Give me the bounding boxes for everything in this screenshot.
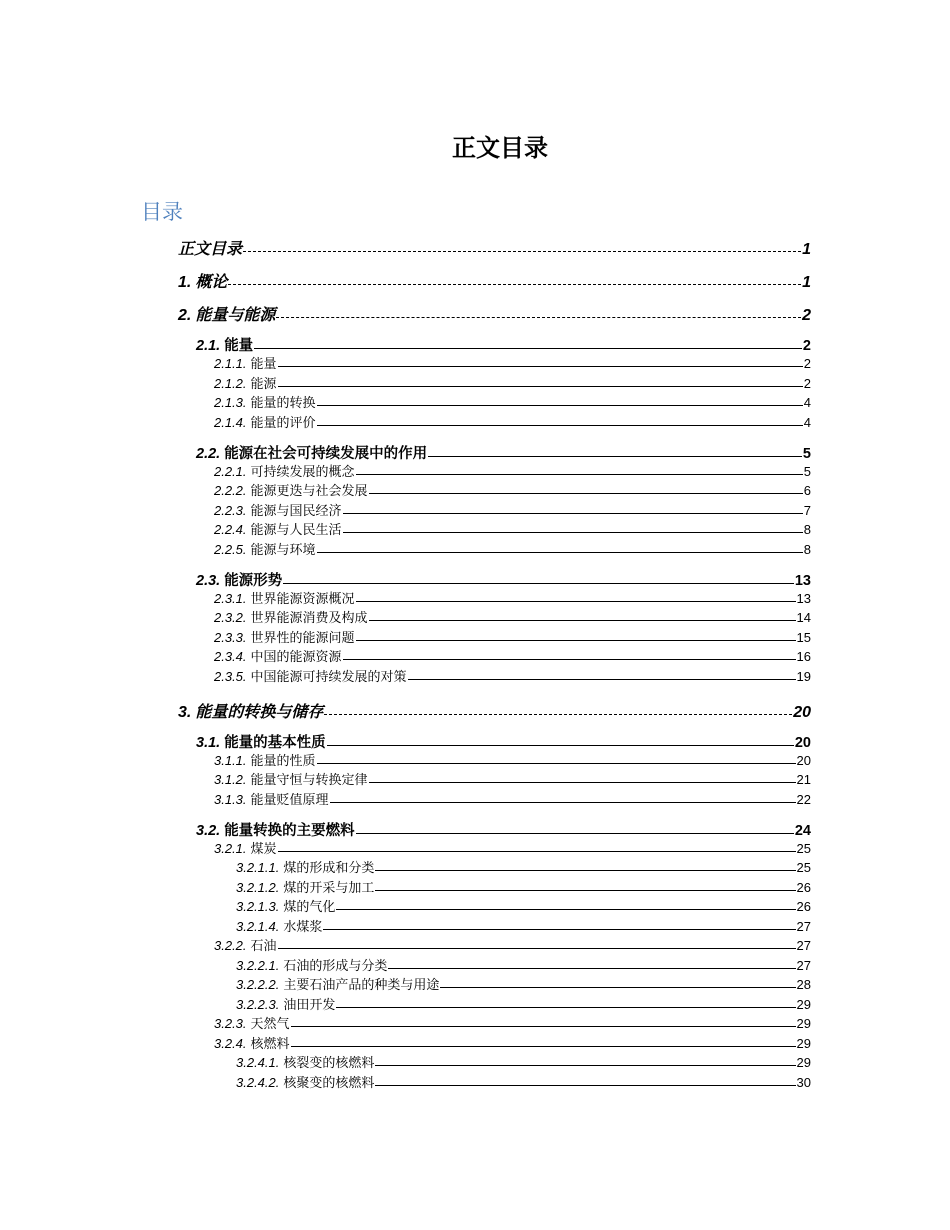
toc-entry[interactable]	[214, 838, 811, 857]
toc-entry[interactable]	[214, 461, 811, 480]
toc-leader-line	[283, 583, 794, 584]
toc-entry-number: 3.1.1.	[214, 752, 247, 768]
toc-entry-number: 2.3.	[196, 572, 221, 589]
toc-leader-line	[388, 968, 795, 969]
toc-entry-label: 能源在社会可持续发展中的作用	[224, 444, 428, 462]
toc-entry-page: 16	[796, 649, 811, 664]
toc-entry-label: 能量与能源	[195, 305, 276, 324]
toc-leader-line	[356, 833, 794, 834]
toc-entry-number: 2.2.5.	[214, 541, 247, 557]
toc-leader-line	[317, 405, 803, 406]
toc-entry[interactable]	[236, 974, 811, 993]
toc-entry-number: 2.2.3.	[214, 502, 247, 518]
toc-entry-page: 14	[796, 610, 811, 625]
toc-entry[interactable]	[214, 412, 811, 431]
toc-leader-line	[317, 425, 803, 426]
toc-leader-line	[375, 1085, 795, 1086]
toc-entry-label: 能源与国民经济	[250, 503, 342, 519]
toc-entry-page: 2	[803, 375, 811, 391]
toc-entry[interactable]	[196, 731, 811, 752]
toc-entry-page: 26	[796, 899, 811, 914]
toc-leader-line	[228, 284, 801, 285]
toc-entry-number: 3.2.4.	[214, 1035, 247, 1051]
toc-entry-label: 世界能源资源概况	[250, 591, 355, 607]
toc-entry-number: 3.2.2.1.	[236, 957, 280, 973]
toc-entry[interactable]	[214, 935, 811, 954]
toc-entry-page: 7	[803, 502, 811, 518]
toc-entry-label: 正文目录	[178, 239, 243, 258]
toc-entry[interactable]	[214, 373, 811, 392]
toc-entry-page: 20	[793, 703, 811, 721]
toc-entry-label: 石油的形成与分类	[283, 958, 388, 974]
toc-entry-number: 3.2.1.2.	[236, 879, 280, 895]
toc-entry-label: 能源形势	[224, 571, 283, 589]
toc-entry[interactable]	[196, 819, 811, 840]
toc-entry-page: 5	[803, 463, 811, 479]
toc-entry-page: 30	[796, 1074, 811, 1090]
toc-entry-label: 核聚变的核燃料	[283, 1075, 375, 1091]
toc-leader-line	[243, 251, 801, 252]
toc-leader-line	[375, 890, 795, 891]
toc-entry-label: 中国的能源资源	[250, 650, 342, 665]
toc-entry[interactable]	[196, 569, 811, 590]
toc-entry-label: 主要石油产品的种类与用途	[283, 978, 440, 993]
toc-entry-page: 22	[796, 791, 811, 807]
toc-entry-label: 煤的形成和分类	[283, 861, 375, 876]
toc-entry[interactable]	[214, 627, 811, 646]
toc-entry-number: 2.3.3.	[214, 629, 247, 645]
toc-entry[interactable]	[214, 1033, 811, 1052]
toc-entry-number: 3.2.1.	[214, 840, 247, 856]
toc-entry-label: 世界性的能源问题	[250, 630, 355, 646]
toc-entry-number: 2.2.2.	[214, 483, 247, 498]
toc-entry[interactable]	[214, 666, 811, 685]
toc-entry-page: 27	[796, 918, 811, 934]
toc-entry-number: 2.2.4.	[214, 522, 247, 537]
toc-entry-label: 煤的开采与加工	[283, 880, 375, 896]
toc-entry-label: 石油	[250, 939, 277, 954]
toc-leader-line	[369, 493, 803, 494]
toc-entry[interactable]	[214, 646, 811, 665]
toc-entry-page: 13	[794, 572, 811, 589]
toc-entry-label: 能源	[250, 376, 277, 392]
toc-entry[interactable]	[236, 896, 811, 915]
toc-entry-label: 油田开发	[283, 997, 336, 1013]
toc-leader-line	[336, 1007, 795, 1008]
toc-entry-number: 3.2.	[196, 822, 221, 839]
toc-entry-page: 29	[796, 996, 811, 1012]
toc-entry[interactable]	[214, 392, 811, 411]
toc-entry-number: 2.2.1.	[214, 463, 247, 479]
toc-entry-page: 29	[796, 1016, 811, 1031]
toc-leader-line	[336, 909, 795, 910]
toc-leader-line	[278, 851, 796, 852]
toc-entry-page: 1	[802, 274, 811, 291]
toc-entry-number: 3.2.1.4.	[236, 918, 280, 934]
toc-entry[interactable]	[178, 269, 811, 292]
toc-entry-page: 19	[796, 668, 811, 684]
toc-entry[interactable]	[214, 1013, 811, 1032]
toc-entry[interactable]	[236, 1052, 811, 1071]
toc-leader-line	[343, 659, 796, 660]
toc-entry-number: 3.2.2.2.	[236, 977, 280, 992]
toc-leader-line	[291, 1026, 796, 1027]
toc-entry-number: 2.2.	[196, 445, 221, 462]
toc-leader-line	[327, 745, 794, 746]
toc-entry-number: 2.3.4.	[214, 649, 247, 664]
toc-leader-line	[276, 317, 801, 318]
toc-entry[interactable]	[178, 699, 811, 722]
toc-leader-line	[428, 456, 802, 457]
toc-entry-number: 3.1.2.	[214, 772, 247, 787]
toc-entry[interactable]	[236, 955, 811, 974]
toc-entry-label: 能量	[224, 337, 254, 354]
toc-entry-page: 5	[802, 445, 811, 462]
toc-leader-line	[375, 1065, 795, 1066]
toc-entry[interactable]	[236, 916, 811, 935]
toc-entry-number: 2.1.	[196, 338, 221, 354]
toc-leader-line	[343, 532, 803, 533]
toc-entry[interactable]	[236, 877, 811, 896]
toc-entry-number: 1.	[178, 274, 192, 291]
toc-entry-label: 能源更迭与社会发展	[250, 484, 368, 499]
toc-entry[interactable]	[214, 539, 811, 558]
toc-entry-page: 25	[796, 860, 811, 875]
toc-entry-page: 20	[796, 752, 811, 768]
toc-entry[interactable]	[236, 994, 811, 1013]
toc-entry-number: 3.2.1.3.	[236, 899, 280, 914]
toc-entry-page: 6	[803, 483, 811, 498]
toc-entry-page: 20	[794, 734, 811, 751]
toc-entry-page: 21	[796, 772, 811, 787]
toc-entry-label: 能量的转换	[250, 396, 316, 411]
toc-entry[interactable]	[214, 480, 811, 499]
toc-entry-page: 27	[796, 957, 811, 973]
toc-entry-page: 2	[802, 338, 811, 354]
toc-entry-number: 2.1.4.	[214, 414, 247, 430]
toc-entry-label: 天然气	[250, 1017, 290, 1032]
toc-entry-number: 2.1.3.	[214, 395, 247, 410]
toc-entry-page: 27	[796, 938, 811, 953]
toc-entry-label: 核裂变的核燃料	[283, 1056, 375, 1071]
toc-entry-label: 中国能源可持续发展的对策	[250, 669, 407, 685]
toc-leader-line	[408, 679, 796, 680]
toc-entry-number: 3.2.2.3.	[236, 996, 280, 1012]
toc-leader-line	[356, 640, 796, 641]
toc-entry-number: 2.3.1.	[214, 590, 247, 606]
toc-entry-number: 3.2.3.	[214, 1016, 247, 1031]
toc-leader-line	[356, 601, 796, 602]
toc-entry-label: 能源与环境	[250, 542, 316, 558]
toc-entry-number: 2.	[178, 307, 192, 324]
toc-entry-number: 3.2.1.1.	[236, 860, 280, 875]
toc-entry-label: 概论	[195, 272, 228, 291]
toc-entry-number: 3.1.3.	[214, 791, 247, 807]
toc-entry-page: 4	[803, 414, 811, 430]
toc-entry-label: 核燃料	[250, 1036, 290, 1052]
toc-entry-label: 能量的性质	[250, 753, 316, 769]
toc-leader-line	[317, 552, 803, 553]
toc-entry[interactable]	[196, 442, 811, 463]
toc-leader-line	[278, 366, 803, 367]
toc-entry-label: 能量的基本性质	[224, 733, 326, 751]
toc-entry-number: 2.3.5.	[214, 668, 247, 684]
toc-entry-page: 24	[794, 822, 811, 839]
toc-entry[interactable]	[178, 302, 811, 325]
toc-entry-label: 能量贬值原理	[250, 792, 329, 808]
toc-entry[interactable]	[214, 607, 811, 626]
toc-entry-number: 2.1.1.	[214, 356, 247, 371]
toc-entry-page: 2	[802, 307, 811, 324]
toc-entry-page: 13	[796, 590, 811, 606]
toc-entry-page: 25	[796, 840, 811, 856]
toc-entry-page: 15	[796, 629, 811, 645]
toc-leader-line	[317, 763, 796, 764]
toc-leader-line	[330, 802, 796, 803]
toc-leader-line	[291, 1046, 796, 1047]
toc-entry-label: 煤的气化	[283, 900, 336, 915]
toc-entry-label: 能量的评价	[250, 415, 316, 431]
document-title: 正文目录	[452, 133, 548, 162]
toc-entry[interactable]	[178, 236, 811, 259]
toc-entry-page: 2	[803, 356, 811, 371]
toc-entry-label: 水煤浆	[283, 919, 323, 935]
toc-leader-line	[369, 620, 796, 621]
toc-entry-number: 3.1.	[196, 734, 221, 751]
toc-leader-line	[278, 386, 803, 387]
toc-leader-line	[356, 474, 803, 475]
toc-entry-label: 能源与人民生活	[250, 523, 342, 538]
toc-leader-line	[324, 714, 792, 715]
toc-entry-page: 28	[796, 977, 811, 992]
toc-entry-label: 煤炭	[250, 841, 277, 857]
toc-leader-line	[375, 870, 795, 871]
toc-entry[interactable]	[214, 500, 811, 519]
toc-entry[interactable]	[214, 750, 811, 769]
toc-entry-page: 29	[796, 1055, 811, 1070]
toc-entry[interactable]	[236, 1072, 811, 1091]
toc-entry-label: 能量转换的主要燃料	[224, 821, 355, 839]
toc-entry-number: 3.	[178, 703, 192, 721]
toc-entry-label: 能量守恒与转换定律	[250, 773, 368, 788]
toc-entry-number: 2.3.2.	[214, 610, 247, 625]
toc-entry[interactable]	[214, 769, 811, 788]
toc-leader-line	[254, 348, 802, 349]
toc-entry[interactable]	[214, 353, 811, 372]
toc-leader-line	[369, 782, 796, 783]
toc-leader-line	[278, 948, 796, 949]
toc-leader-line	[343, 513, 803, 514]
toc-leader-line	[440, 987, 795, 988]
toc-entry-page: 4	[803, 395, 811, 410]
toc-entry-label: 世界能源消费及构成	[250, 611, 368, 626]
toc-leader-line	[323, 929, 795, 930]
toc-entry[interactable]	[214, 519, 811, 538]
toc-entry-number: 3.2.4.1.	[236, 1055, 280, 1070]
toc-entry-page: 1	[802, 241, 811, 258]
toc-entry[interactable]	[214, 789, 811, 808]
toc-entry-page: 29	[796, 1035, 811, 1051]
toc-heading: 目录	[141, 200, 183, 224]
toc-entry[interactable]	[236, 857, 811, 876]
toc-entry-number: 2.1.2.	[214, 375, 247, 391]
toc-entry[interactable]	[214, 588, 811, 607]
toc-entry-page: 8	[803, 522, 811, 537]
toc-entry-label: 能量的转换与储存	[195, 701, 324, 721]
toc-entry-number: 3.2.2.	[214, 938, 247, 953]
toc-entry-page: 8	[803, 541, 811, 557]
toc-entry[interactable]	[196, 334, 811, 355]
toc-entry-number: 3.2.4.2.	[236, 1074, 280, 1090]
toc-entry-page: 26	[796, 879, 811, 895]
toc-entry-label: 可持续发展的概念	[250, 464, 355, 480]
toc-entry-label: 能量	[250, 357, 277, 372]
